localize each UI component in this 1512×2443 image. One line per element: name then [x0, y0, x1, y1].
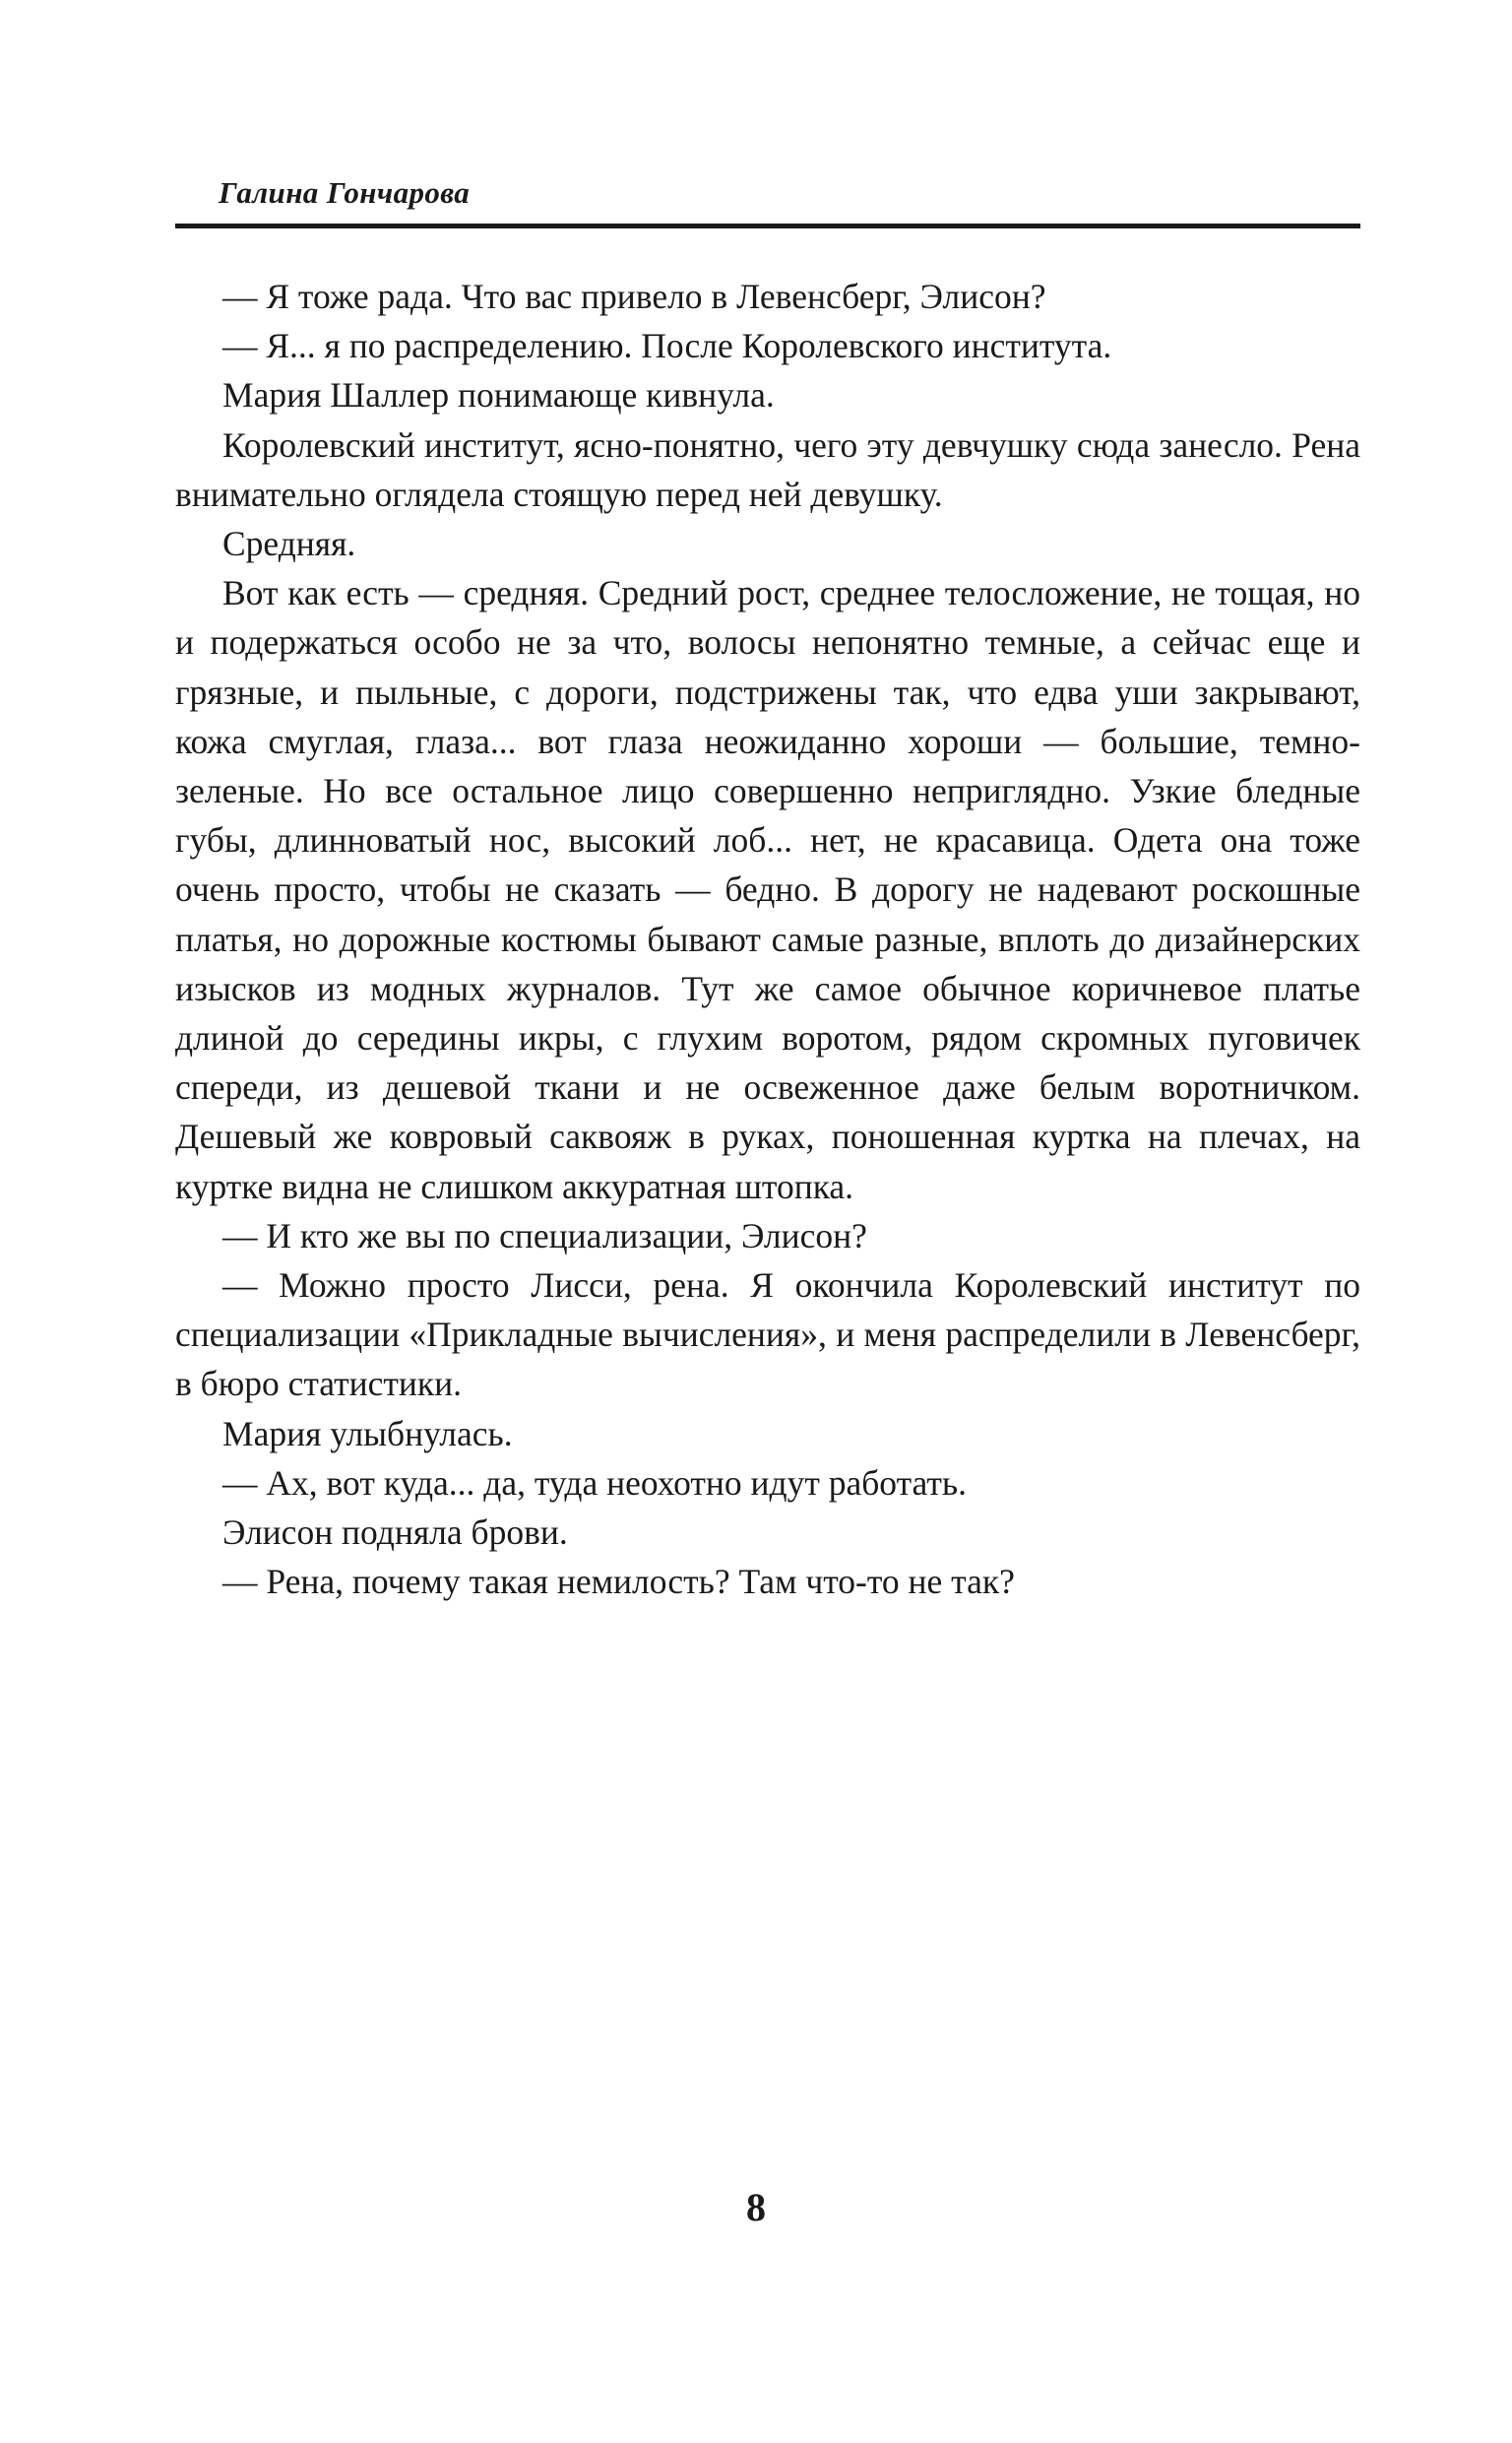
paragraph: Средняя.	[222, 524, 356, 564]
paragraph: — Рена, почему такая немилость? Там что-то не так?	[222, 1562, 1015, 1602]
paragraph: — Я тоже рада. Что вас привело в Левенсберг, Элисон?	[222, 277, 1046, 316]
paragraph: Королевский институт, ясно-понятно, чего эту девчушку сюда занесло. Рена внимательно оглядела стоящую перед ней девушку.	[175, 424, 1360, 514]
running-head-author: Галина Гончарова	[219, 175, 471, 210]
paragraph: — Ах, вот куда... да, туда неохотно идут работать.	[222, 1462, 967, 1503]
paragraph: — Можно просто Лисси, рена. Я окончила Королевский институт по специализации «Прикладные вычисления», и меня распределили в Левенсберг, в бюро статистики.	[175, 1265, 1360, 1404]
page-number: 8	[746, 2185, 766, 2229]
paragraph: Мария Шаллер понимающе кивнула.	[222, 375, 775, 416]
body-text-block	[175, 272, 1360, 1606]
paragraph: Элисон подняла брови.	[222, 1512, 568, 1553]
paragraph: — Я... я по распределению. После Королевского института.	[222, 326, 1112, 366]
header-divider-rule	[175, 224, 1360, 228]
page-content	[175, 177, 1360, 1606]
paragraph: Вот как есть — средняя. Средний рост, среднее телосложение, не тощая, но и подержаться особо не за что, волосы непонятно темные, а сейчас еще и грязные, и пыльные, с дороги, подстрижены так, что едва уши закрывают, кожа смуглая, глаза... вот глаза неожиданно хороши — большие, темно-зеленые. Но все остальное лицо совершенно неприглядно. Узкие бледные губы, длинноватый нос, высокий лоб... нет, не красавица. Одета она тоже очень просто, чтобы не сказать — бедно. В дорогу не надевают роскошные платья, но дорожные костюмы бывают самые разные, вплоть до дизайнерских изысков из модных журналов. Тут же самое обычное коричневое платье длиной до середины икры, с глухим воротом, рядом скромных пуговичек спереди, из дешевой ткани и не освеженное даже белым воротничком. Дешевый же ковровый саквояж в руках, поношенная куртка на плечах, на куртке видна не слишком аккуратная штопка.	[175, 573, 1360, 1206]
paragraph: Мария улыбнулась.	[222, 1413, 513, 1453]
paragraph: — И кто же вы по специализации, Элисон?	[222, 1215, 867, 1255]
